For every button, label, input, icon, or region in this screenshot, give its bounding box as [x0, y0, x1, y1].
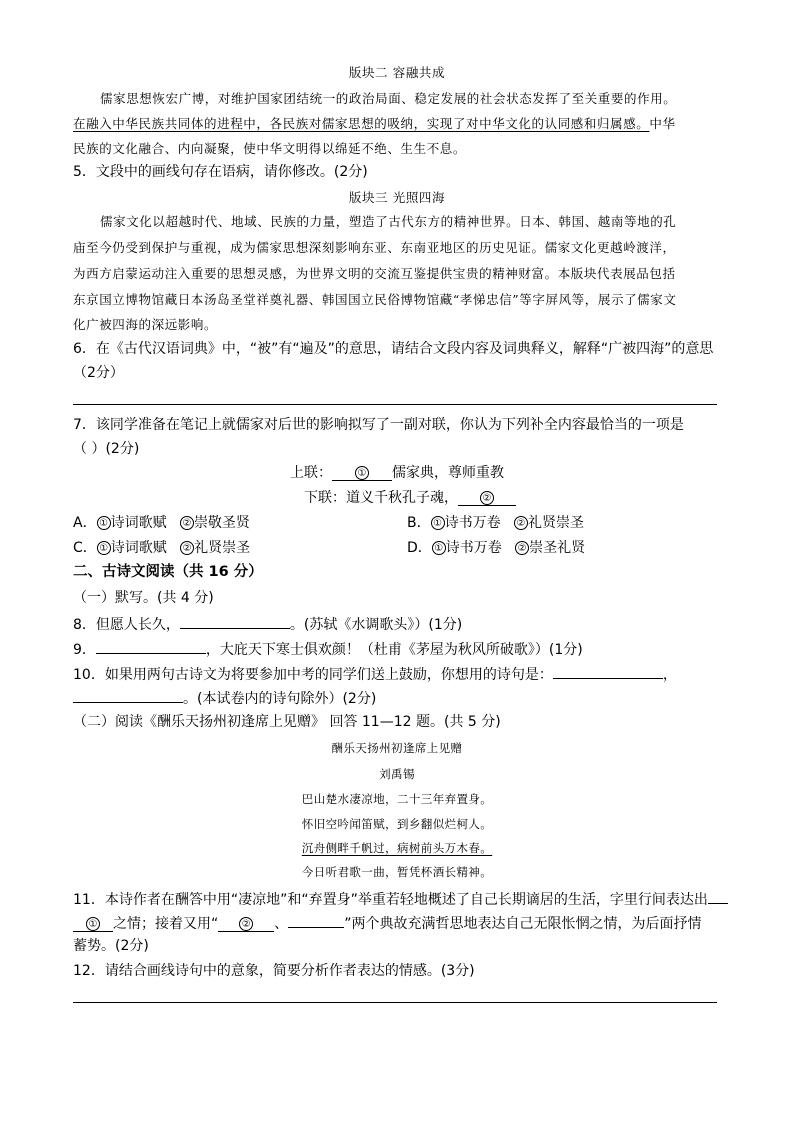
section3-paragraph-line5: 化广被四海的深远影响。	[73, 317, 218, 332]
section2-paragraph-line1: 儒家思想恢宏广博，对维护国家团结统一的政治局面、稳定发展的社会状态发挥了至关重要的作用。	[100, 91, 677, 106]
option-b-text1: 诗书万卷	[444, 515, 501, 531]
question-11-text1: 11．本诗作者在酬答中用“凄凉地”和“弃置身”举重若轻地概述了自己长期谪居的生活，字里行间表达出	[73, 892, 708, 908]
couplet-lower-prefix: 下联：道义千秋孔子魂，	[304, 490, 458, 506]
answer-line-q6[interactable]	[73, 404, 717, 405]
poem-title: 酬乐天扬州初逢席上见赠	[331, 741, 463, 755]
circled-number-1: ①	[97, 516, 111, 530]
circled-number-2: ②	[480, 491, 494, 505]
couplet-upper-prefix: 上联：	[290, 465, 332, 481]
poem-line-1: 巴山楚水凄凉地，二十三年弃置身。	[301, 792, 493, 806]
question-9-number: 9．	[73, 642, 96, 658]
question-8-text: 8．但愿人长久，	[73, 617, 180, 633]
section3-paragraph-line1: 儒家文化以超越时代、地域、民族的力量，塑造了古代东方的精神世界。日本、韩国、越南等地的孔	[100, 214, 677, 229]
couplet-upper	[290, 464, 504, 482]
answer-blank-q9[interactable]	[96, 639, 206, 654]
circled-number-2: ②	[239, 917, 253, 931]
question-11-line2	[73, 913, 702, 933]
circled-number-1: ①	[97, 541, 111, 555]
question-12: 12．请结合画线诗句中的意象，简要分析作者表达的情感。(3分)	[73, 963, 475, 979]
section3-title: 版块三 光照四海	[348, 190, 446, 205]
question-6-line2: （2分）	[73, 365, 124, 381]
circled-number-2: ②	[514, 516, 528, 530]
section3-paragraph-line2: 庙至今仍受到保护与重视，成为儒家思想深刻影响东亚、东南亚地区的历史见证。儒家文化更越岭渡洋，	[73, 240, 676, 255]
option-c-letter: C．	[73, 540, 97, 556]
answer-blank-q8[interactable]	[180, 614, 290, 629]
section3-paragraph-line4: 东京国立博物馆藏日本汤岛圣堂祥奠礼器、韩国国立民俗博物馆藏“孝悌忠信”等字屏风等，展示了儒家文	[73, 292, 677, 307]
circled-number-1: ①	[432, 541, 446, 555]
question-6-line1: 6．在《古代汉语词典》中，“被”有“遍及”的意思，请结合文段内容及词典释义，解释“广被四海”的意思	[73, 341, 714, 357]
section2-line2-tail: 中华	[649, 116, 676, 131]
option-a-text1: 诗词歌赋	[110, 515, 167, 531]
part2-sub2: （二）阅读《酬乐天扬州初逢席上见赠》 回答 11—12 题。(共 5 分)	[73, 714, 501, 730]
question-9	[73, 639, 583, 659]
option-a-text2: 崇敬圣贤	[193, 515, 250, 531]
part2-sub1: （一）默写。(共 4 分)	[73, 590, 214, 606]
answer-blank-q11-1[interactable]	[73, 917, 113, 932]
question-11-separator: 、	[274, 916, 289, 932]
answer-blank-q11-1a[interactable]	[708, 889, 728, 904]
answer-blank-q10b[interactable]	[73, 688, 183, 703]
answer-line-q12[interactable]	[73, 1002, 717, 1003]
option-d-text2: 崇圣礼贤	[529, 540, 586, 556]
poem-author: 刘禹锡	[379, 767, 415, 781]
question-11-text2: 之情；接着又用“	[113, 916, 219, 932]
option-c-text1: 诗词歌赋	[110, 540, 167, 556]
underlined-sentence: 在融入中华民族共同体的进程中，各民族对儒家思想的吸纳，实现了对中华文化的认同感和归属感。	[73, 116, 650, 131]
answer-blank-q10a[interactable]	[553, 664, 663, 679]
question-8	[73, 614, 462, 634]
circled-number-2: ②	[515, 541, 529, 555]
section2-title: 版块二 容融共成	[348, 65, 446, 80]
poem-line-4: 今日听君歌一曲，暂凭杯酒长精神。	[301, 865, 493, 879]
question-11-line3: 蓄势。(2分)	[73, 938, 149, 954]
option-b-letter: B．	[407, 515, 431, 531]
couplet-upper-suffix: 儒家典，尊师重教	[392, 465, 504, 481]
couplet-lower	[304, 489, 516, 507]
option-d-text1: 诗书万卷	[445, 540, 502, 556]
answer-blank-q11-3[interactable]	[288, 913, 344, 928]
circled-number-1: ①	[355, 466, 369, 480]
question-7-line2: （ ）(2分)	[73, 441, 140, 457]
poem-line-3	[0, 839, 794, 857]
option-c-text2: 礼贤崇圣	[194, 540, 251, 556]
poem-line-2: 怀旧空吟闻笛赋，到乡翻似烂柯人。	[301, 817, 493, 831]
section3-paragraph-line3: 为西方启蒙运动注入重要的思想灵感，为世界文明的交流互鉴提供宝贵的精神财富。本版块代表展品包括	[73, 266, 676, 281]
poem-line-3-underlined: 沉舟侧畔千帆过，病树前头万木春。	[301, 841, 493, 855]
circled-number-2: ②	[180, 516, 194, 530]
couplet-upper-blank[interactable]	[332, 466, 392, 481]
couplet-lower-blank[interactable]	[458, 491, 516, 506]
answer-blank-q11-2[interactable]	[218, 917, 274, 932]
question-10-line2	[73, 688, 376, 708]
circled-number-1: ①	[431, 516, 445, 530]
question-9-text: ，大庇天下寒士俱欢颜！（杜甫《茅屋为秋风所破歌》）(1分)	[205, 642, 583, 658]
option-d-letter: D．	[407, 540, 432, 556]
section2-paragraph-line3: 民族的文化融合、内向凝聚，使中华文明得以绵延不绝、生生不息。	[73, 141, 467, 156]
question-7-line1: 7．该同学准备在笔记上就儒家对后世的影响拟写了一副对联，你认为下列补全内容最恰当的一项是	[73, 417, 684, 433]
question-8-source: 。(苏轼《水调歌头》）(1分)	[289, 617, 463, 633]
option-a[interactable]	[73, 514, 250, 532]
question-10-note: 。(本试卷内的诗句除外）(2分)	[183, 691, 377, 707]
part2-heading: 二、古诗文阅读（共 16 分）	[73, 564, 263, 580]
question-5: 5．文段中的画线句存在语病，请你修改。(2分)	[73, 164, 368, 180]
question-10-line1	[73, 664, 677, 684]
question-10-comma: ，	[662, 667, 677, 683]
option-b[interactable]	[407, 514, 584, 532]
option-a-letter: A．	[73, 515, 97, 531]
circled-number-1: ①	[86, 917, 100, 931]
option-b-text2: 礼贤崇圣	[527, 515, 584, 531]
section2-paragraph-line2	[73, 115, 676, 133]
option-c[interactable]	[73, 539, 250, 557]
question-11-line1	[73, 889, 728, 909]
option-d[interactable]	[407, 539, 585, 557]
circled-number-2: ②	[180, 541, 194, 555]
question-10-text: 10．如果用两句古诗文为将要参加中考的同学们送上鼓励，你想用的诗句是：	[73, 667, 553, 683]
question-11-text3: ”两个典故充满哲思地表达自己无限怅惘之情，为后面抒情	[344, 916, 702, 932]
